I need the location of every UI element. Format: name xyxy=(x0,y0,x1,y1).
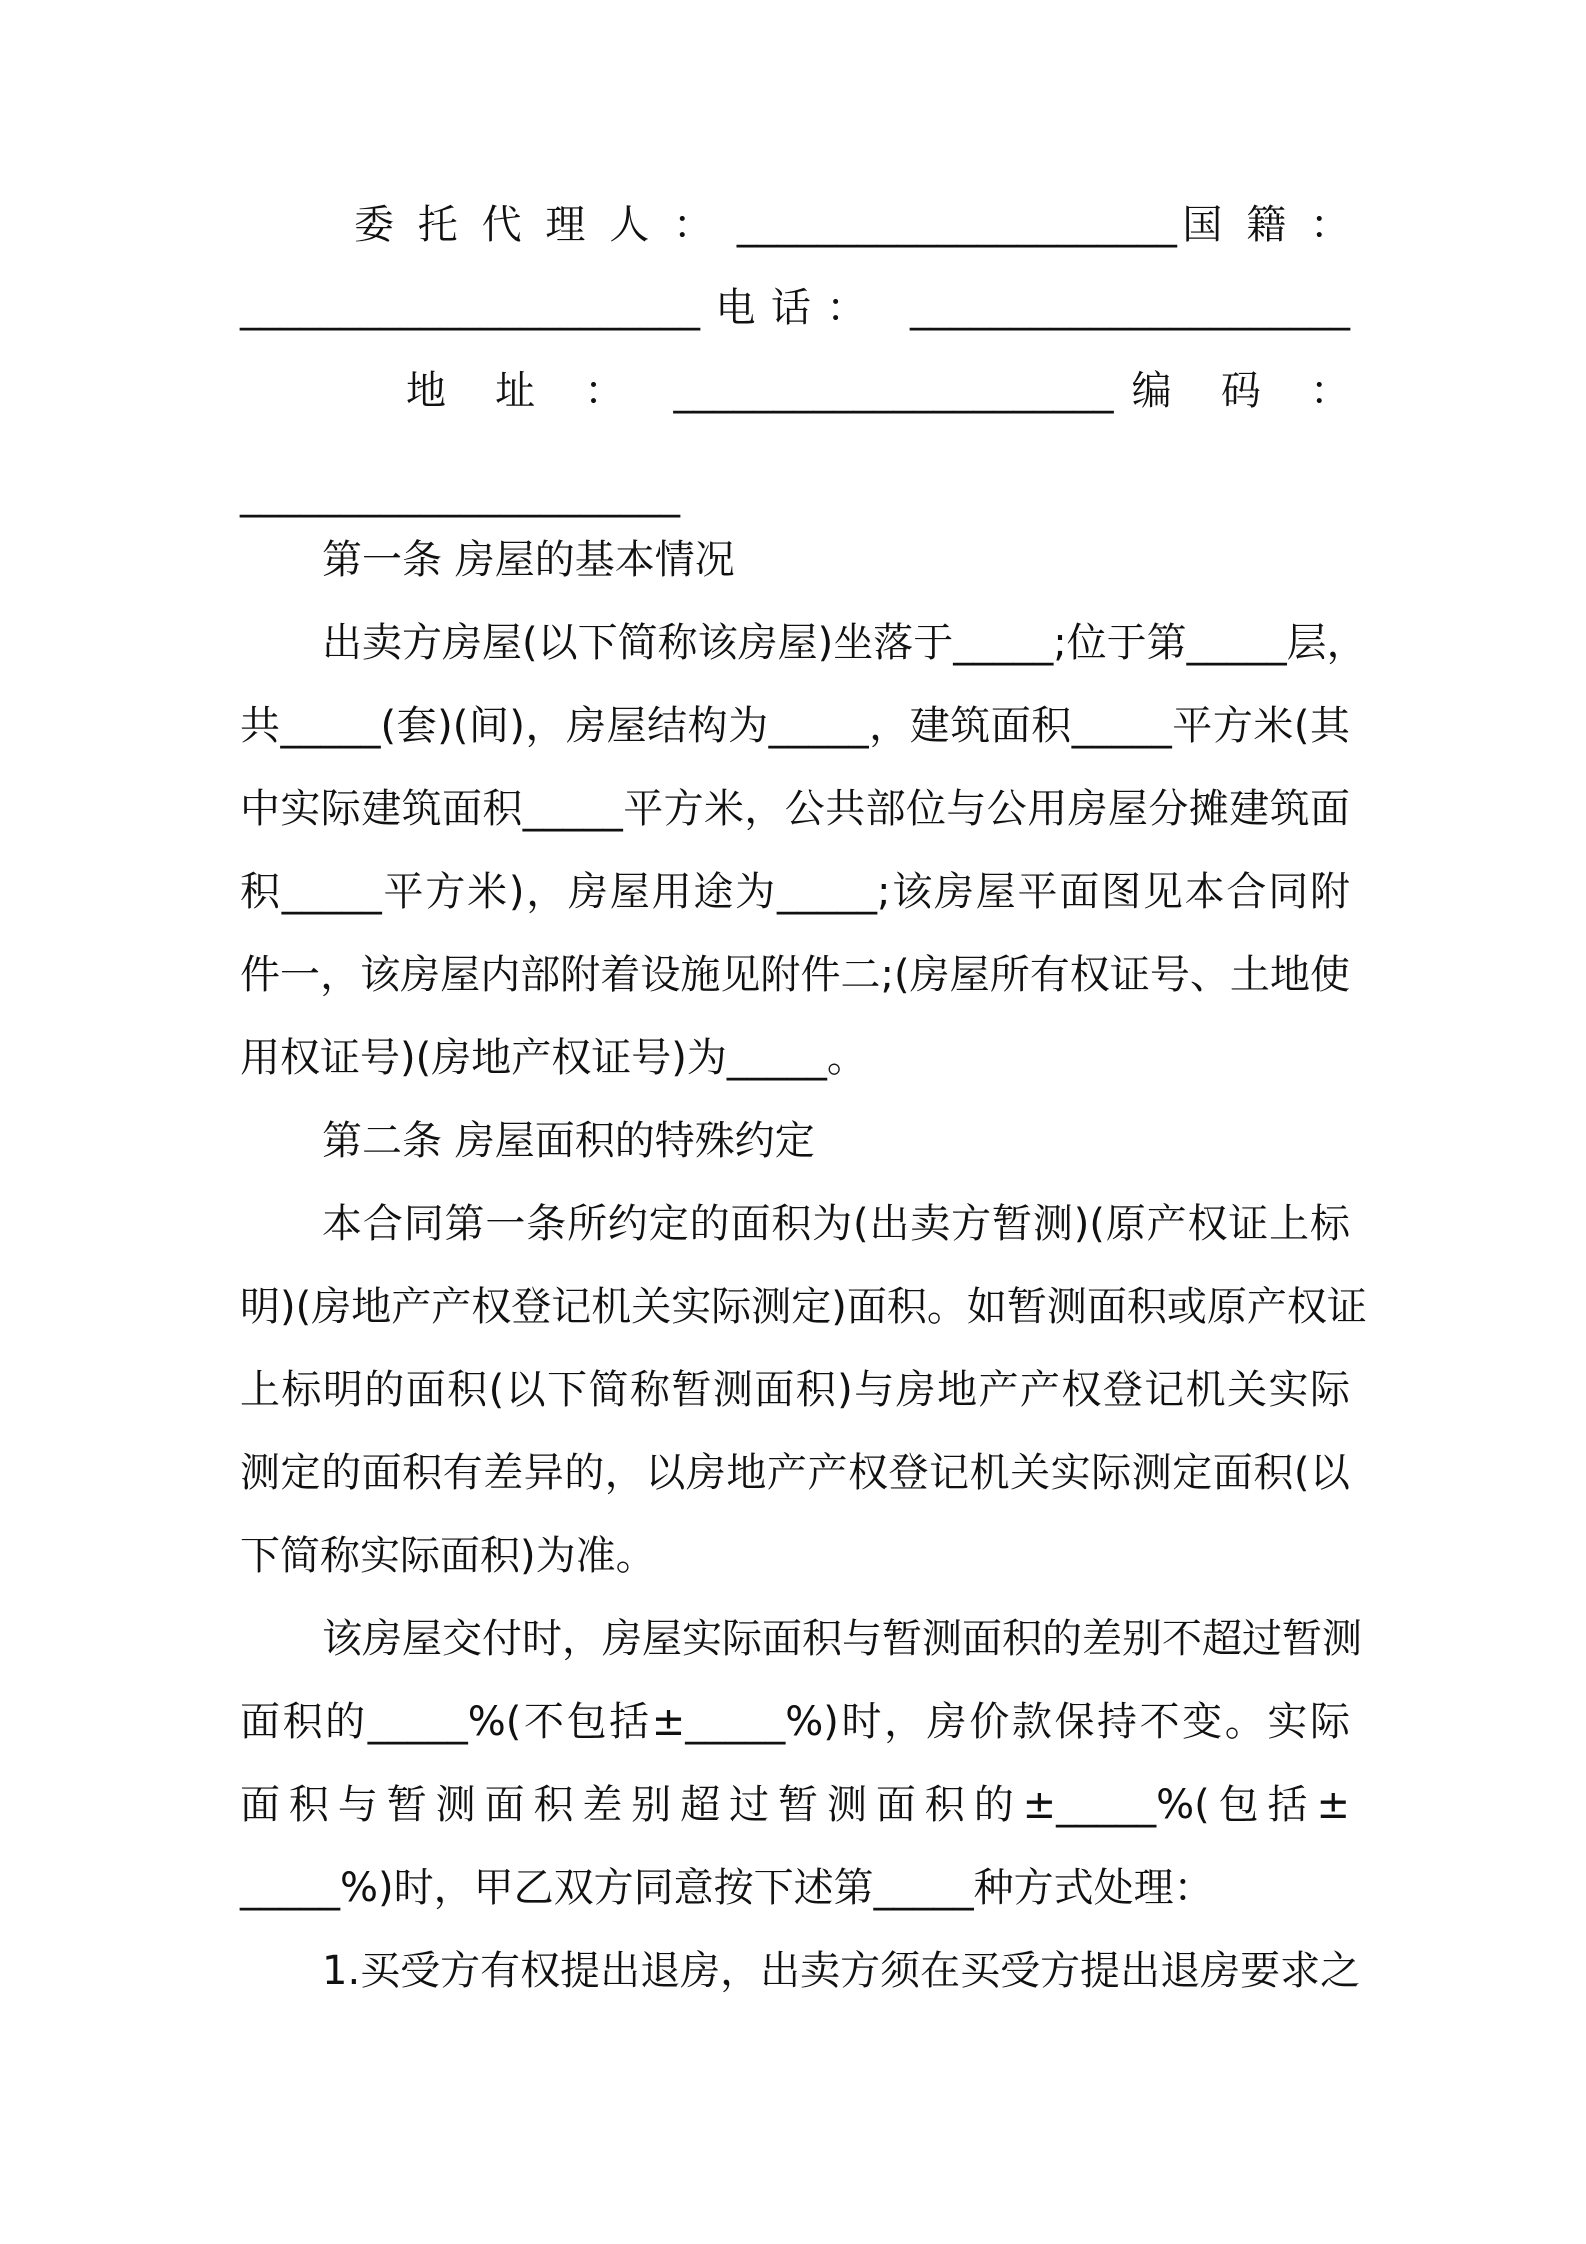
agent-line-3: 地 址 ： ______________________编 码 ： xyxy=(406,368,1350,414)
article-2-para1-line: 测定的面积有差异的，以房地产产权登记机关实际测定面积(以 xyxy=(240,1450,1350,1496)
article-2-heading: 第二条 房屋面积的特殊约定 xyxy=(322,1118,815,1164)
agent-line-1: 委 托 代 理 人 ： ______________________国 籍 ： xyxy=(354,202,1350,248)
article-1-line: 用权证号)(房地产权证号)为_____。 xyxy=(240,1035,867,1081)
agent-line-2: _______________________电话： ______________________ xyxy=(240,285,1350,331)
article-1-heading: 第一条 房屋的基本情况 xyxy=(322,537,735,583)
agent-line-4: ______________________ xyxy=(240,472,680,518)
article-2-para1-line: 下简称实际面积)为准。 xyxy=(240,1533,656,1579)
article-1-line: 件一，该房屋内部附着设施见附件二;(房屋所有权证号、土地使 xyxy=(240,952,1350,998)
article-2-para2-line: 该房屋交付时，房屋实际面积与暂测面积的差别不超过暂测 xyxy=(322,1616,1362,1662)
article-2-para1-line: 明)(房地产产权登记机关实际测定)面积。如暂测面积或原产权证 xyxy=(240,1284,1367,1330)
article-1-line: 中实际建筑面积_____平方米，公共部位与公用房屋分摊建筑面 xyxy=(240,786,1350,832)
article-1-line: 共_____(套)(间)，房屋结构为_____，建筑面积_____平方米(其 xyxy=(240,703,1350,749)
article-2-para2-line: 面积与暂测面积差别超过暂测面积的±_____%(包括± xyxy=(240,1782,1350,1828)
article-2-para1-line: 上标明的面积(以下简称暂测面积)与房地产产权登记机关实际 xyxy=(240,1367,1350,1413)
article-2-para2-line: _____%)时，甲乙双方同意按下述第_____种方式处理： xyxy=(240,1865,1214,1911)
article-2-item-1: 1.买受方有权提出退房，出卖方须在买受方提出退房要求之 xyxy=(322,1948,1361,1994)
article-1-line: 出卖方房屋(以下简称该房屋)坐落于_____;位于第_____层， xyxy=(322,620,1367,666)
article-2-para1-line: 本合同第一条所约定的面积为(出卖方暂测)(原产权证上标 xyxy=(322,1201,1350,1247)
article-2-para2-line: 面积的_____%(不包括±_____%)时，房价款保持不变。实际 xyxy=(240,1699,1350,1745)
article-1-line: 积_____平方米)，房屋用途为_____;该房屋平面图见本合同附 xyxy=(240,869,1350,915)
